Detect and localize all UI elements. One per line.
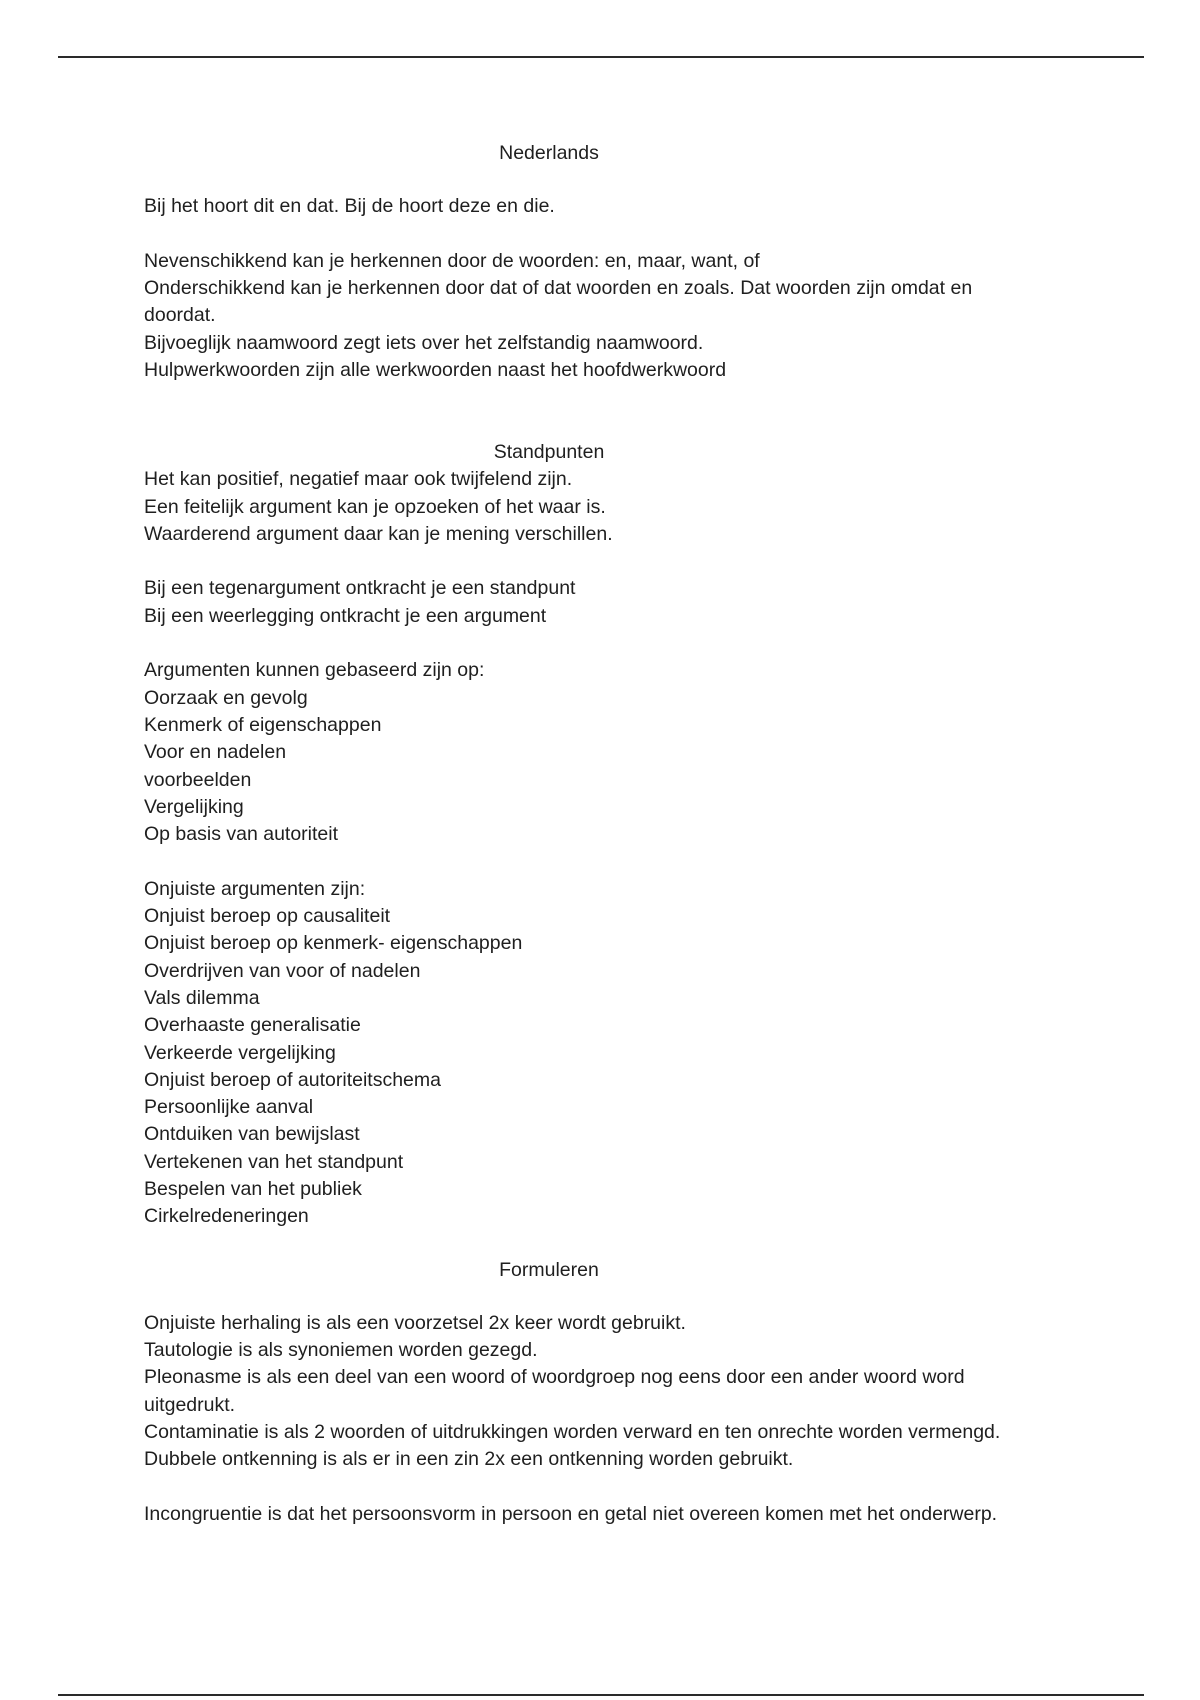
spacer bbox=[144, 221, 1054, 248]
spacer bbox=[144, 848, 1054, 875]
standpunten-line: Waarderend argument daar kan je mening verschillen. bbox=[144, 522, 613, 545]
onjuist-item: Cirkelredeneringen bbox=[144, 1205, 309, 1228]
onjuist-item: Onjuist beroep op causaliteit bbox=[144, 905, 391, 928]
spacer bbox=[144, 384, 1054, 439]
incongruentie-line: Incongruentie is dat het persoonsvorm in persoon en getal niet overeen komen met het onderwerp. bbox=[144, 1502, 998, 1525]
onjuist-item: Overhaaste generalisatie bbox=[144, 1014, 361, 1037]
standpunten-line: Een feitelijk argument kan je opzoeken of het waar is. bbox=[144, 495, 606, 518]
intro-text: Bij het hoort dit en dat. Bij de hoort deze en die. bbox=[144, 195, 555, 218]
onjuist-item: Bespelen van het publiek bbox=[144, 1177, 362, 1200]
grammar-line: Hulpwerkwoorden zijn alle werkwoorden naast het hoofdwerkwoord bbox=[144, 359, 727, 382]
onjuist-item: Persoonlijke aanval bbox=[144, 1096, 314, 1119]
spacer bbox=[144, 167, 1054, 193]
spacer bbox=[144, 1284, 1054, 1310]
section-heading-standpunten: Standpunten bbox=[493, 440, 605, 463]
footer-rule bbox=[58, 1694, 1144, 1696]
grammar-line: Bijvoeglijk naamwoord zegt iets over het zelfstandig naamwoord. bbox=[144, 331, 704, 354]
spacer bbox=[144, 1474, 1054, 1501]
basis-item: Oorzaak en gevolg bbox=[144, 686, 308, 709]
basis-item: Op basis van autoriteit bbox=[144, 823, 339, 846]
formuleren-line: Tautologie is als synoniemen worden gezegd. bbox=[144, 1339, 538, 1362]
formuleren-line: Onjuiste herhaling is als een voorzetsel 2x keer wordt gebruikt. bbox=[144, 1311, 686, 1334]
onjuist-item: Onjuist beroep of autoriteitschema bbox=[144, 1068, 441, 1091]
basis-item: voorbeelden bbox=[144, 768, 252, 791]
spacer bbox=[144, 1231, 1054, 1257]
onjuist-item: Onjuist beroep op kenmerk- eigenschappen bbox=[144, 932, 523, 955]
standpunten-line: Het kan positief, negatief maar ook twijfelend zijn. bbox=[144, 468, 573, 491]
document-body bbox=[144, 140, 1054, 1528]
spacer bbox=[144, 548, 1054, 575]
grammar-line: Nevenschikkend kan je herkennen door de woorden: en, maar, want, of bbox=[144, 249, 760, 272]
grammar-line: Onderschikkend kan je herkennen door dat of dat woorden en zoals. Dat woorden zijn omdat en doordat. bbox=[144, 277, 978, 327]
basis-item: Kenmerk of eigenschappen bbox=[144, 713, 382, 736]
counter-line: Bij een weerlegging ontkracht je een argument bbox=[144, 604, 547, 627]
onjuist-item: Vertekenen van het standpunt bbox=[144, 1150, 404, 1173]
counter-line: Bij een tegenargument ontkracht je een standpunt bbox=[144, 577, 576, 600]
onjuist-item: Vals dilemma bbox=[144, 986, 260, 1009]
section-heading-formuleren: Formuleren bbox=[499, 1258, 599, 1281]
formuleren-line: Contaminatie is als 2 woorden of uitdrukkingen worden verward en ten onrechte worden vermengd. bbox=[144, 1421, 1001, 1444]
onjuist-intro: Onjuiste argumenten zijn: bbox=[144, 877, 366, 900]
onjuist-item: Ontduiken van bewijslast bbox=[144, 1123, 360, 1146]
onjuist-item: Verkeerde vergelijking bbox=[144, 1041, 336, 1064]
basis-intro: Argumenten kunnen gebaseerd zijn op: bbox=[144, 659, 485, 682]
onjuist-item: Overdrijven van voor of nadelen bbox=[144, 959, 421, 982]
formuleren-line: Pleonasme is als een deel van een woord of woordgroep nog eens door een ander woord word uitgedrukt. bbox=[144, 1366, 971, 1416]
basis-item: Vergelijking bbox=[144, 795, 244, 818]
page-title: Nederlands bbox=[499, 142, 599, 164]
formuleren-line: Dubbele ontkenning is als er in een zin 2x een ontkenning worden gebruikt. bbox=[144, 1448, 794, 1471]
header-rule bbox=[58, 56, 1144, 58]
basis-item: Voor en nadelen bbox=[144, 741, 287, 764]
spacer bbox=[144, 630, 1054, 657]
